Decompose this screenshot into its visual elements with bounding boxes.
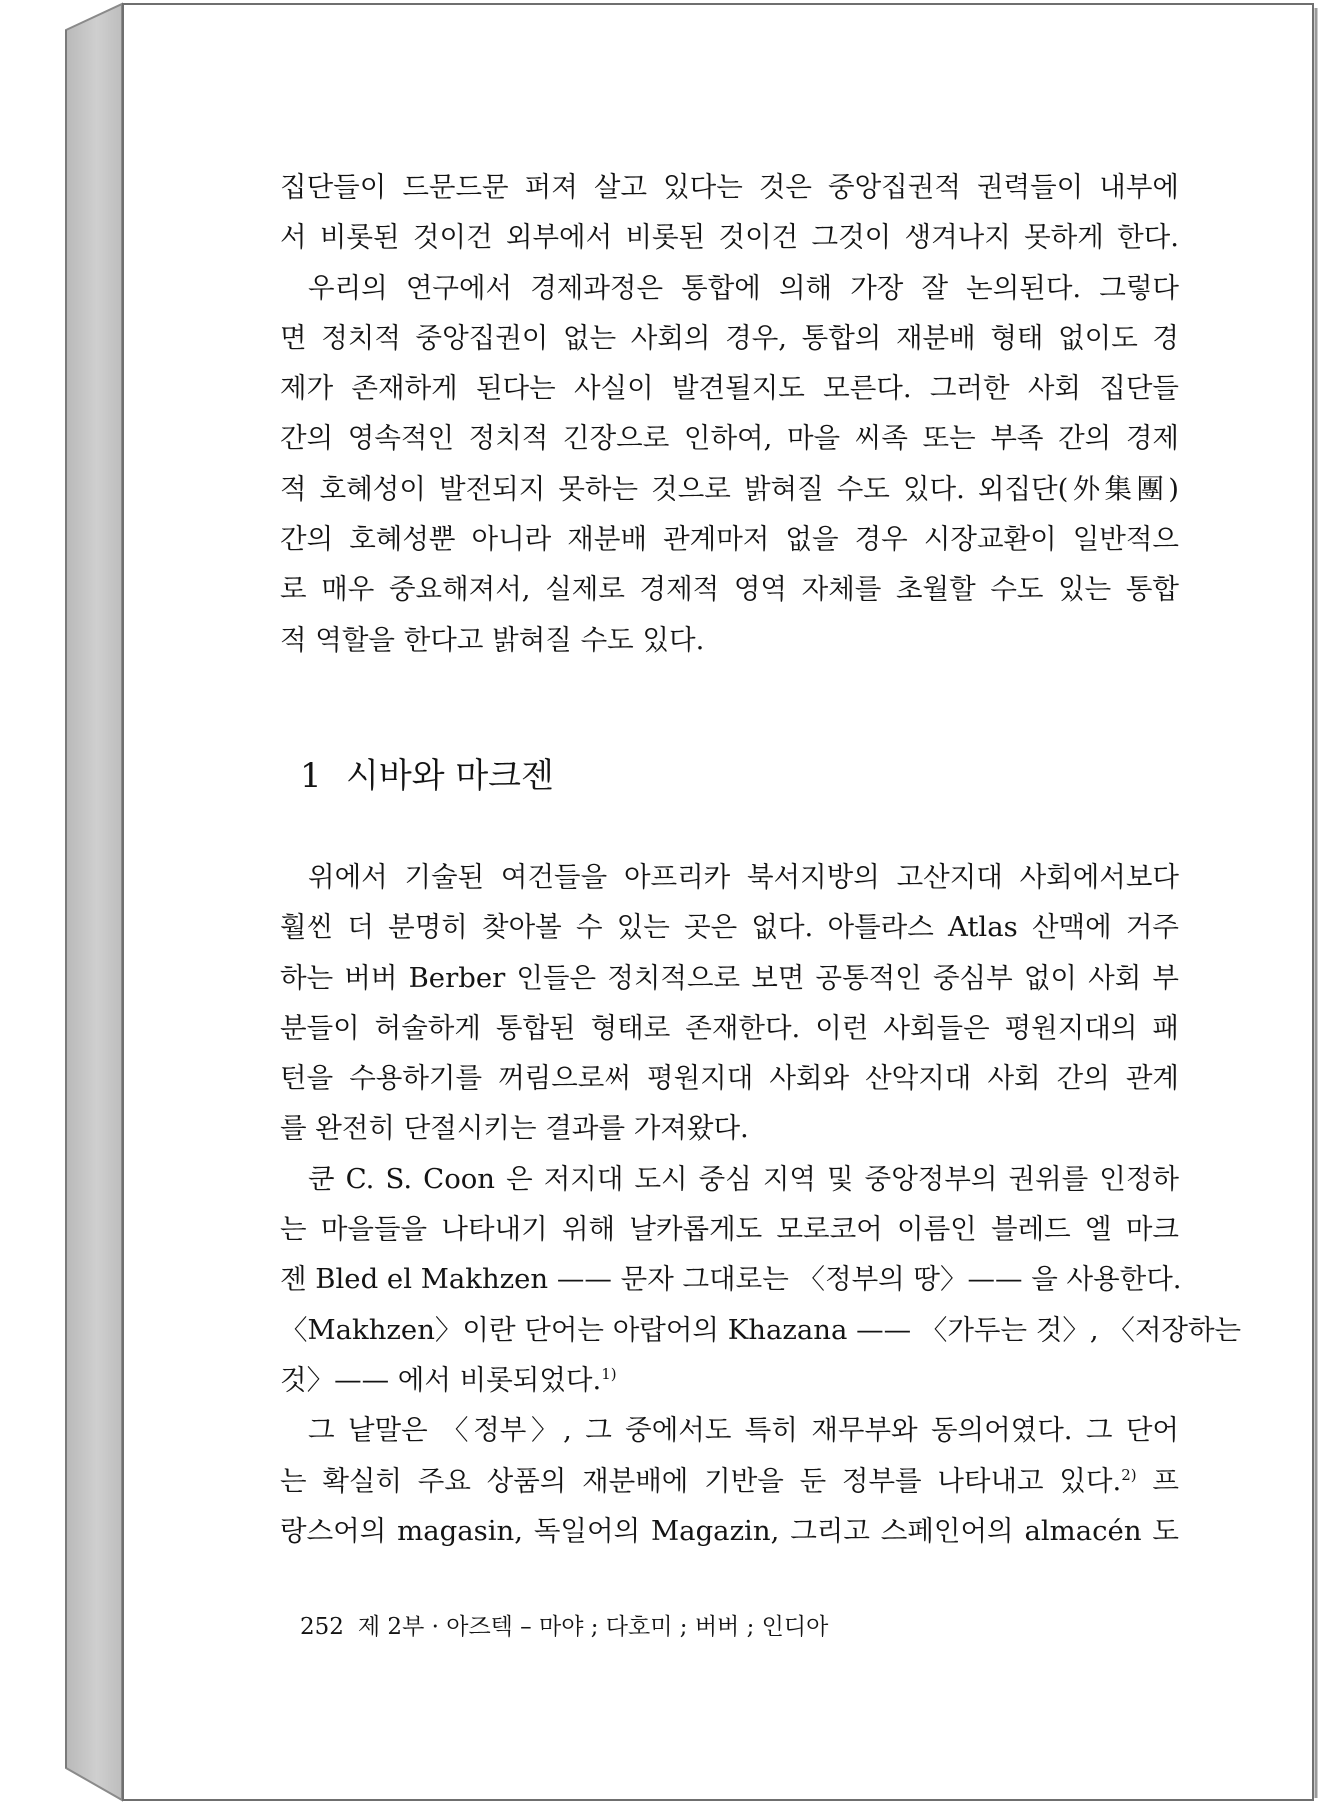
section-number: 1 (300, 756, 322, 796)
paragraph-line: 하는 버버 Berber 인들은 정치적으로 보면 공통적인 중심부 없이 사회 부 (280, 961, 1179, 994)
footnote-marker: 1) (601, 1364, 617, 1383)
paragraph-4 (280, 1154, 1242, 1405)
paragraph-line (280, 1355, 1179, 1405)
paragraph-line: 훨씬 더 분명히 찾아볼 수 있는 곳은 없다. 아틀라스 Atlas 산맥에 거주 (280, 911, 1179, 944)
paragraph-line: 집단들이 드문드문 퍼져 살고 있다는 것은 중앙집권적 권력들이 내부에 (280, 171, 1179, 203)
paragraph-line: 는 마을들을 나타내기 위해 날카롭게도 모로코어 이름인 블레드 엘 마크 (280, 1213, 1179, 1246)
paragraph-line: 를 완전히 단절시키는 결과를 가져왔다. (280, 1112, 749, 1145)
paragraph-line: 간의 영속적인 정치적 긴장으로 인하여, 마을 씨족 또는 부족 간의 경제 (280, 422, 1179, 455)
paragraph-line: 면 정치적 중앙집권이 없는 사회의 경우, 통합의 재분배 형태 없이도 경 (280, 321, 1179, 354)
paragraph-line: 로 매우 중요해져서, 실제로 경제적 영역 자체를 초월할 수도 있는 통합 (280, 573, 1179, 606)
paragraph-line: 우리의 연구에서 경제과정은 통합에 의해 가장 잘 논의된다. 그렇다 (308, 271, 1179, 304)
page-body-text (280, 162, 1179, 665)
paragraph-line: 랑스어의 magasin, 독일어의 Magazin, 그리고 스페인어의 almacén 도 (280, 1514, 1179, 1547)
paragraph-1 (280, 162, 1179, 263)
paragraph-line: 제가 존재하게 된다는 사실이 발견될지도 모른다. 그러한 사회 집단들 (280, 372, 1179, 405)
paragraph-line-text: 것〉—— 에서 비롯되었다. (280, 1363, 602, 1396)
paragraph-line: 적 역할을 한다고 밝혀질 수도 있다. (280, 623, 705, 656)
paragraph-line: 위에서 기술된 여건들을 아프리카 북서지방의 고산지대 사회에서보다 (308, 861, 1179, 893)
paragraph-line-tail: 프 (1152, 1464, 1179, 1497)
paragraph-line-text: 는 확실히 주요 상품의 재분배에 기반을 둔 정부를 나타내고 있다. (280, 1464, 1122, 1497)
page-footer (300, 1611, 828, 1643)
running-title: 제 2부 · 아즈텍 – 마야 ; 다호미 ; 버버 ; 인디아 (357, 1614, 829, 1640)
paragraph-line: 적 호혜성이 발전되지 못하는 것으로 밝혀질 수도 있다. 외집단(外集團) (280, 472, 1179, 505)
paragraph-line: 분들이 허술하게 통합된 형태로 존재한다. 이런 사회들은 평원지대의 패 (280, 1011, 1179, 1044)
page-number: 252 (300, 1614, 344, 1640)
footnote-marker: 2) (1121, 1465, 1137, 1484)
paragraph-line: 서 비롯된 것이건 외부에서 비롯된 것이건 그것이 생겨나지 못하게 한다. (280, 221, 1179, 254)
paragraph-line: 젠 Bled el Makhzen —— 문자 그대로는 〈정부의 땅〉—— 을 사용한다. (280, 1263, 1182, 1296)
section-title: 시바와 마크젠 (346, 756, 554, 796)
page-body-text-2 (280, 852, 1242, 1556)
paragraph-line: 쿤 C. S. Coon 은 저지대 도시 중심 지역 및 중앙정부의 권위를 인정하 (308, 1162, 1179, 1195)
paragraph-line: 〈Makhzen〉이란 단어는 아랍어의 Khazana —— 〈가두는 것〉, 〈저장하는 (280, 1313, 1242, 1346)
paragraph-line: 그 낱말은 〈정부〉, 그 중에서도 특히 재무부와 동의어였다. 그 단어 (308, 1414, 1179, 1447)
section-heading (300, 752, 554, 800)
paragraph-5 (280, 1405, 1179, 1556)
paragraph-line (280, 1456, 1179, 1506)
paragraph-3 (280, 852, 1179, 1154)
paragraph-2 (280, 263, 1179, 665)
paragraph-line: 간의 호혜성뿐 아니라 재분배 관계마저 없을 경우 시장교환이 일반적으 (280, 523, 1179, 556)
paragraph-line: 턴을 수용하기를 꺼림으로써 평원지대 사회와 산악지대 사회 간의 관계 (280, 1062, 1179, 1095)
